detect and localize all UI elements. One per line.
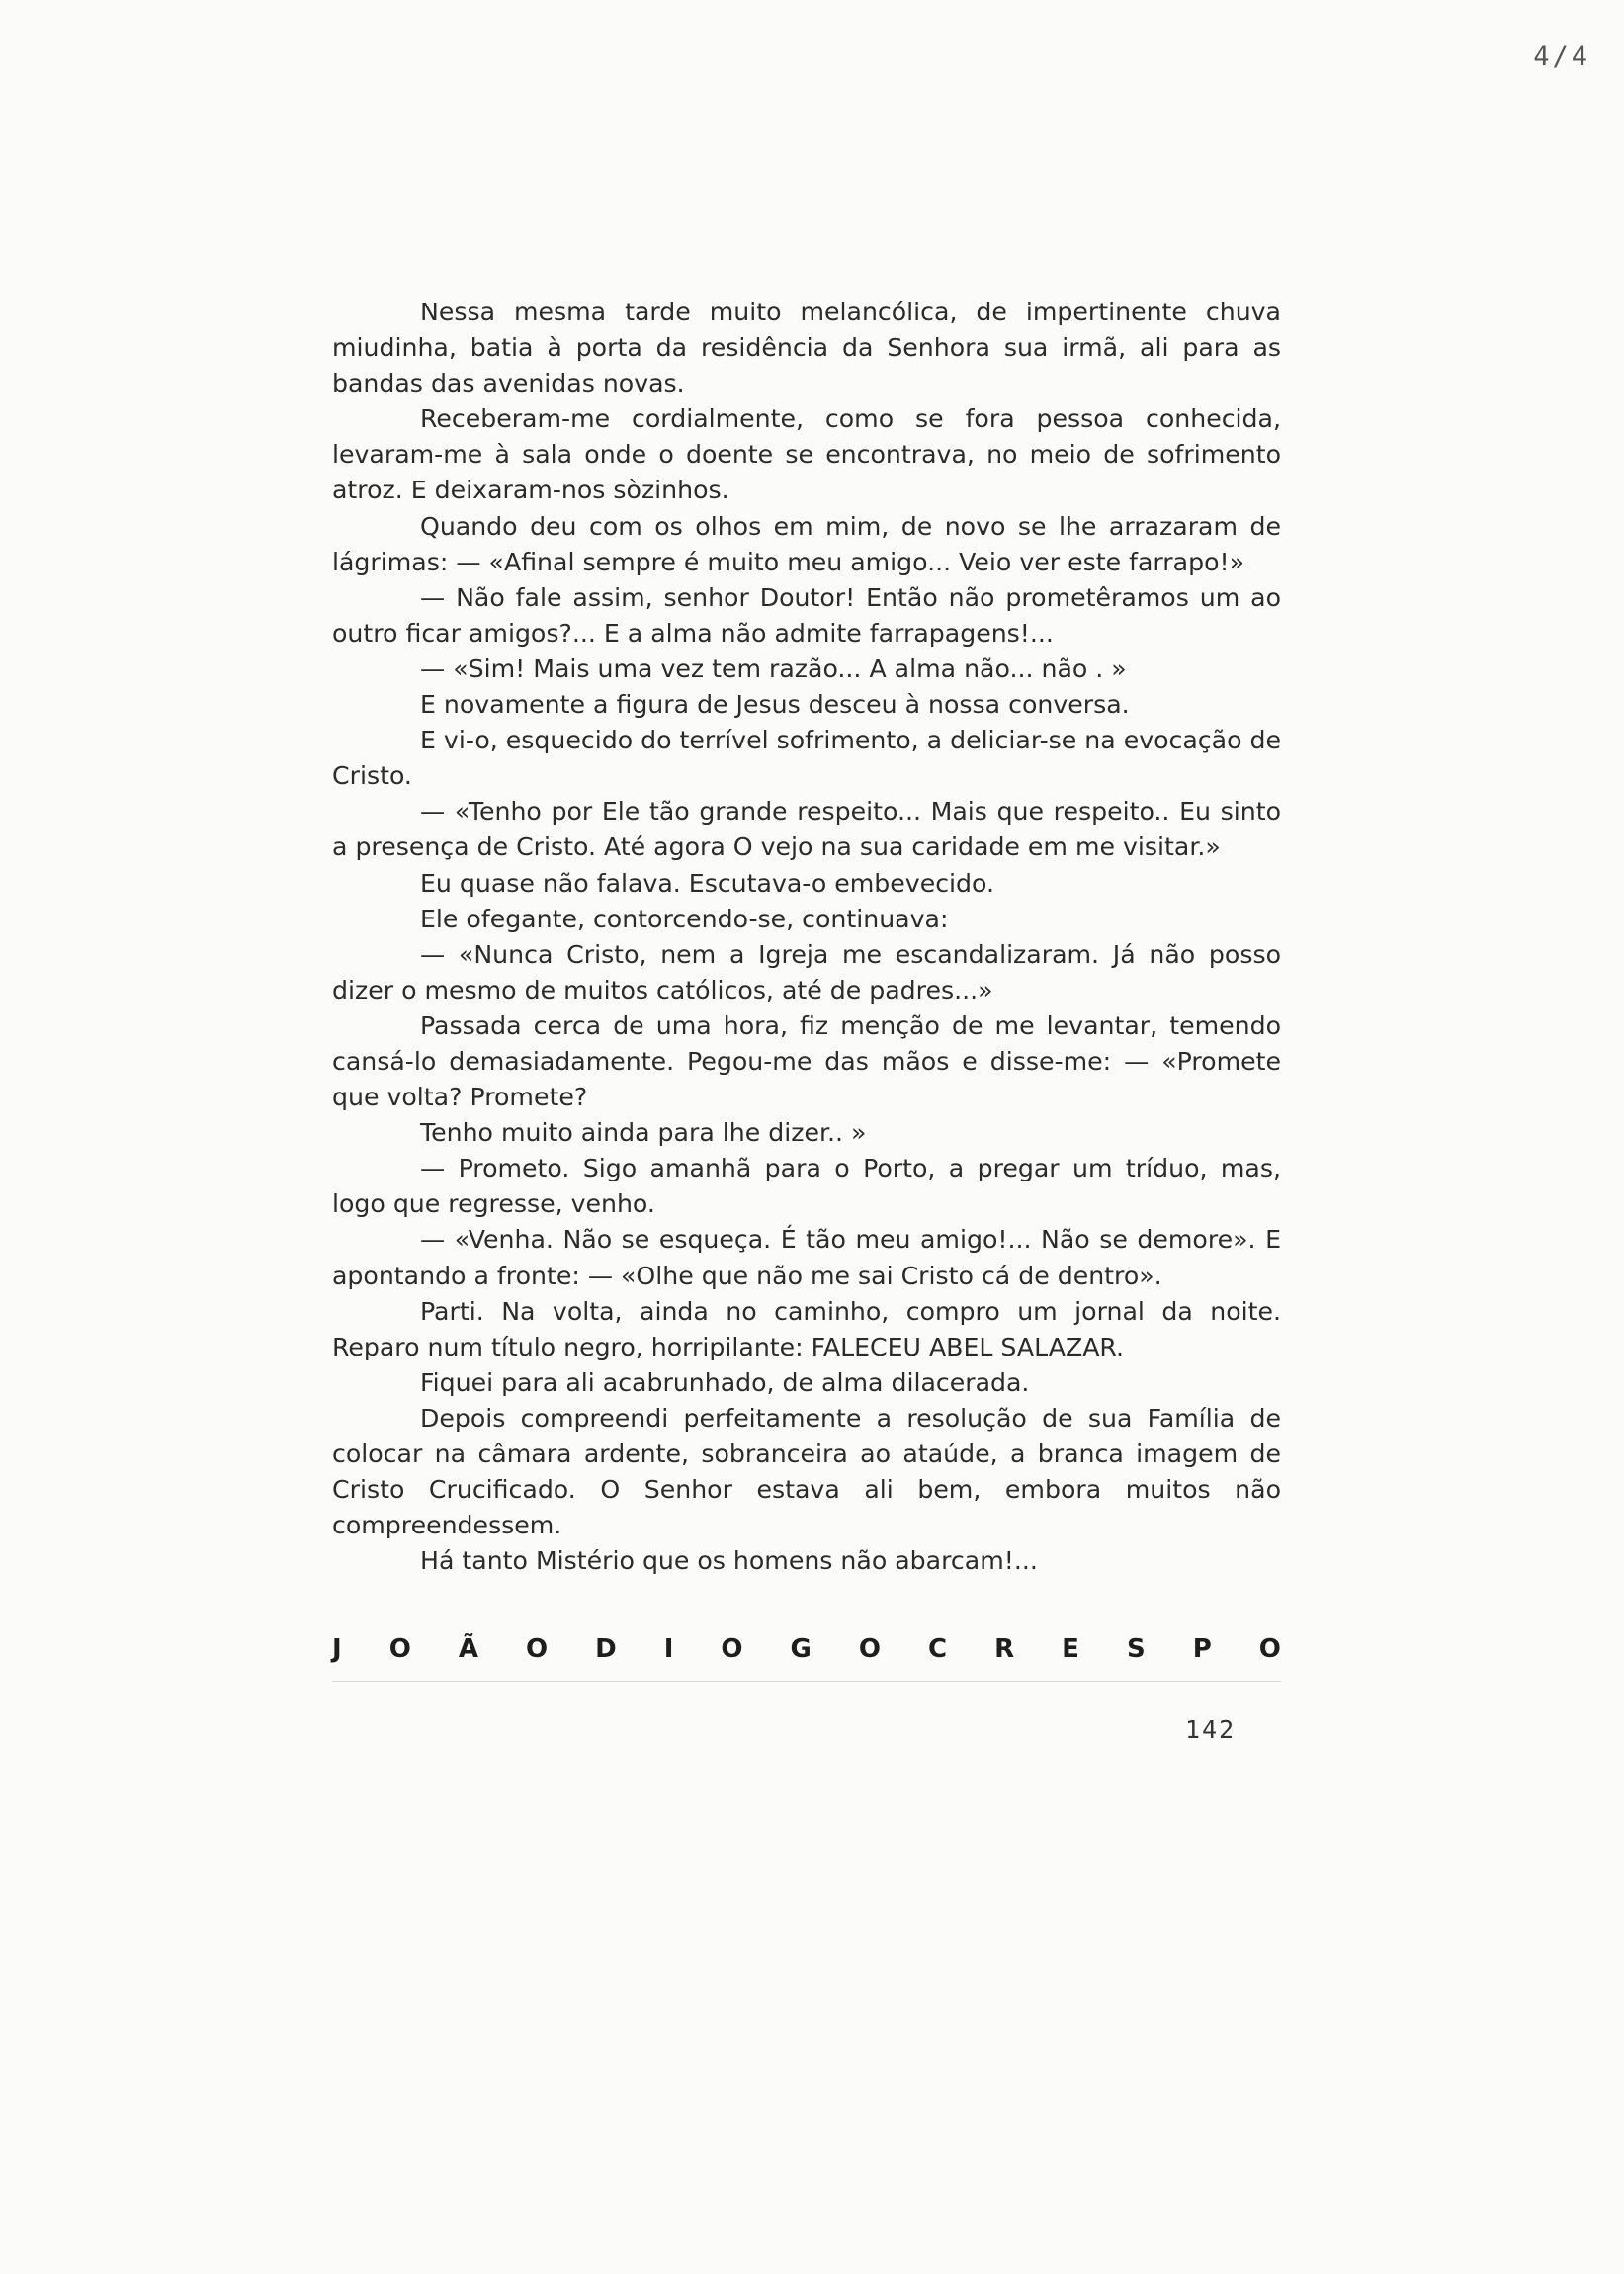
paragraph: E novamente a figura de Jesus desceu à nossa conversa. (420, 690, 1130, 720)
paragraph: E vi-o, esquecido do terrível sofrimento, a deliciar-se na evocação de Cristo. (332, 726, 1281, 791)
paragraph: Depois compreendi perfeitamente a resolução de sua Família de colocar na câmara ardente, sobranceira ao ataúde, a branca imagem de Cristo Crucificado. O Senhor estava ali bem, embora muitos não compreendessem. (332, 1403, 1281, 1540)
signature-letter: C (928, 1634, 948, 1664)
paragraph: Parti. Na volta, ainda no caminho, compro um jornal da noite. Reparo num título negro, horripilante: FALECEU ABEL SALAZAR. (332, 1296, 1281, 1361)
signature-letter: O (721, 1634, 743, 1664)
signature-letter: E (1062, 1634, 1079, 1664)
paragraph: — «Tenho por Ele tão grande respeito... Mais que respeito.. Eu sinto a presença de Cristo. Até agora O vejo na sua caridade em me visitar.» (332, 797, 1281, 862)
paragraph: Fiquei para ali acabrunhado, de alma dilacerada. (420, 1367, 1030, 1397)
signature-letter: O (525, 1634, 549, 1664)
signature-letter: S (1126, 1634, 1146, 1664)
signature-letter: J (332, 1634, 342, 1664)
page-number: 142 (1185, 1715, 1237, 1744)
paragraph: Quando deu com os olhos em mim, de novo se lhe arrazaram de lágrimas: — «Afinal sempre é muito meu amigo... Veio ver este farrapo!» (332, 511, 1281, 576)
signature-letter: P (1192, 1634, 1212, 1664)
paragraph: — Não fale assim, senhor Doutor! Então não prometêramos um ao outro ficar amigos?... E a alma não admite farrapagens!... (332, 582, 1281, 648)
paragraph: Nessa mesma tarde muito melancólica, de impertinente chuva miudinha, batia à porta da residência da Senhora sua irmã, ali para as bandas das avenidas novas. (332, 298, 1281, 398)
paragraph: Ele ofegante, contorcendo-se, continuava: (420, 904, 949, 933)
paragraph: Tenho muito ainda para lhe dizer.. » (420, 1118, 867, 1148)
paragraph: — «Nunca Cristo, nem a Igreja me escandalizaram. Já não posso dizer o mesmo de muitos católicos, até de padres...» (332, 939, 1281, 1005)
paragraph: — Prometo. Sigo amanhã para o Porto, a pregar um tríduo, mas, logo que regresse, venho. (332, 1154, 1281, 1219)
paragraph: Há tanto Mistério que os homens não abarcam!... (420, 1546, 1038, 1576)
signature-letter: G (790, 1634, 812, 1664)
signature-letter: O (858, 1634, 881, 1664)
paragraph: Receberam-me cordialmente, como se fora pessoa conhecida, levaram-me à sala onde o doente se encontrava, no meio de sofrimento atroz. E deixaram-nos sòzinhos. (332, 404, 1281, 505)
paragraph: Eu quase não falava. Escutava-o embevecido. (420, 868, 994, 898)
signature-letter: O (388, 1634, 411, 1664)
article-body (332, 295, 1281, 1579)
paragraph: Passada cerca de uma hora, fiz menção de me levantar, temendo cansá-lo demasiadamente. Pegou-me das mãos e disse-me: — «Promete que volta? Promete? (332, 1010, 1281, 1112)
signature-divider (332, 1681, 1281, 1682)
fax-page-mark: 4/4 (1533, 42, 1590, 72)
signature-letter: D (595, 1634, 617, 1664)
author-signature (332, 1634, 1281, 1664)
signature-letter: Ã (458, 1634, 478, 1664)
signature-letter: O (1258, 1634, 1281, 1664)
signature-letter: I (663, 1634, 674, 1664)
paragraph: — «Venha. Não se esqueça. É tão meu amigo!... Não se demore». E apontando a fronte: — «Olhe que não me sai Cristo cá de dentro». (332, 1225, 1281, 1290)
signature-letter: R (994, 1634, 1015, 1664)
paragraph: — «Sim! Mais uma vez tem razão... A alma não... não . » (420, 654, 1127, 683)
